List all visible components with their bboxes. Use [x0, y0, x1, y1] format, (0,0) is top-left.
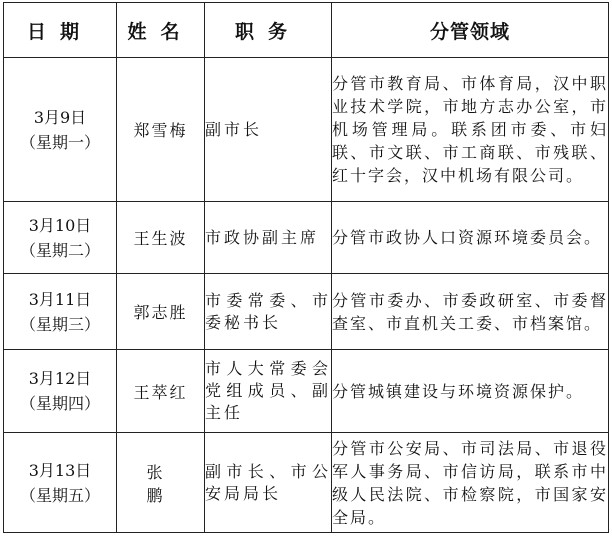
date-cell — [4, 274, 117, 350]
area-cell: 分管市委办、市委政研室、市委督查室、市直机关工委、市档案馆。 — [332, 274, 609, 350]
area-cell: 分管城镇建设与环境资源保护。 — [332, 350, 609, 433]
header-date: 日期 — [4, 3, 117, 58]
post-cell: 副市长、市公安局局长 — [205, 433, 332, 533]
date-text: 3月9日 — [33, 107, 87, 127]
name-cell: 郭志胜 — [117, 274, 205, 350]
duty-schedule-table — [3, 2, 609, 533]
date-text: 3月12日 — [28, 369, 92, 388]
name-cell: 郑雪梅 — [117, 58, 205, 202]
header-post: 职务 — [205, 3, 332, 58]
area-cell: 分管市政协人口资源环境委员会。 — [332, 202, 609, 274]
date-cell — [4, 433, 117, 533]
date-text: 3月10日 — [28, 215, 92, 235]
weekday-text: （星期四） — [19, 394, 100, 413]
name-cell: 张鹏 — [117, 433, 205, 533]
weekday-text: （星期二） — [19, 240, 100, 260]
table-row — [4, 202, 609, 274]
area-cell: 分管市教育局、市体育局，汉中职业技术学院，市地方志办公室，市机场管理局。联系团市委、市妇联、市文联、市工商联、市残联、红十字会，汉中机场有限公司。 — [332, 58, 609, 202]
header-name: 姓名 — [117, 3, 205, 58]
date-cell — [4, 202, 117, 274]
date-text: 3月11日 — [28, 289, 92, 309]
post-cell: 副市长 — [205, 58, 332, 202]
weekday-text: （星期三） — [19, 314, 100, 334]
date-cell — [4, 350, 117, 433]
weekday-text: （星期五） — [19, 485, 100, 505]
table-row — [4, 274, 609, 350]
header-area: 分管领域 — [332, 3, 609, 58]
post-cell: 市委常委、市委秘书长 — [205, 274, 332, 350]
date-cell — [4, 58, 117, 202]
table-row — [4, 433, 609, 533]
table-header-row — [4, 3, 609, 58]
name-cell: 王生波 — [117, 202, 205, 274]
table-row — [4, 58, 609, 202]
area-cell: 分管市公安局、市司法局、市退役军人事务局、市信访局，联系市中级人民法院、市检察院，市国家安全局。 — [332, 433, 609, 533]
table-row — [4, 350, 609, 433]
post-cell: 市政协副主席 — [205, 202, 332, 274]
post-cell: 市人大常委会党组成员、副主任 — [205, 350, 332, 433]
name-cell: 王萃红 — [117, 350, 205, 433]
weekday-text: （星期一） — [19, 132, 100, 152]
date-text: 3月13日 — [28, 460, 92, 480]
